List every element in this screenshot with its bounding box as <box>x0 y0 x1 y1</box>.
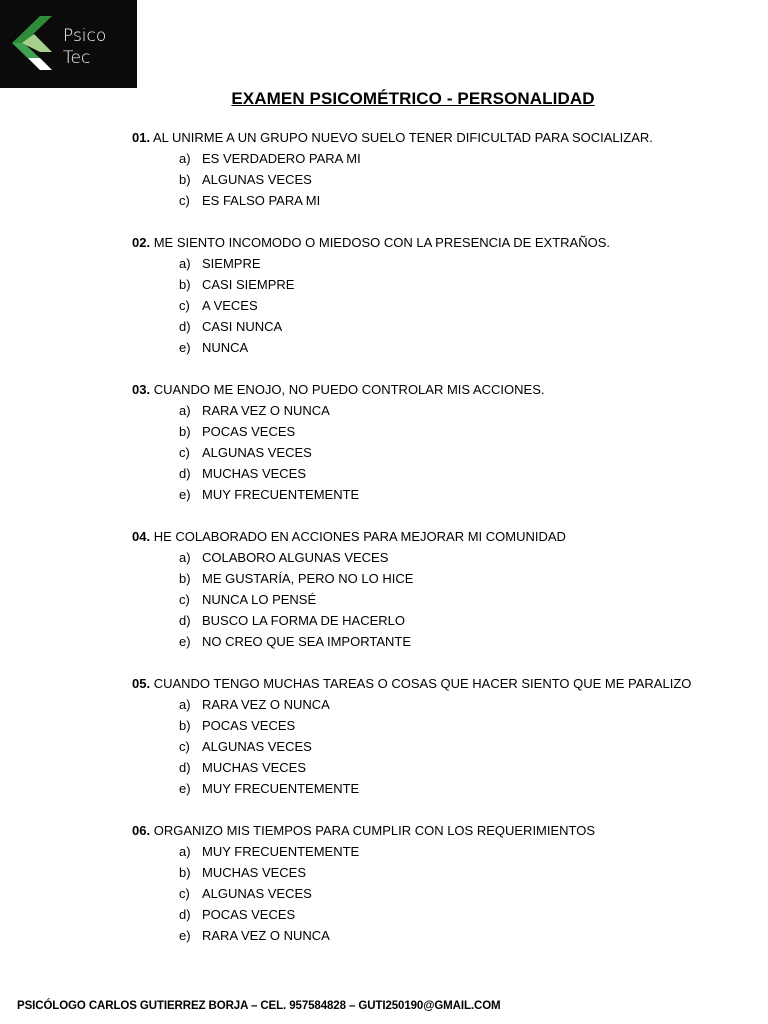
option-text: ALGUNAS VECES <box>202 172 312 187</box>
question-text: CUANDO ME ENOJO, NO PUEDO CONTROLAR MIS ACCIONES. <box>153 382 545 397</box>
question-list <box>132 127 752 967</box>
question-number: 01. <box>132 130 151 145</box>
option-text: POCAS VECES <box>202 424 296 439</box>
option-letter: a) <box>179 697 191 712</box>
logo-mark-icon <box>12 16 58 70</box>
question-number: 04. <box>132 529 151 544</box>
option-text: RARA VEZ O NUNCA <box>202 697 330 712</box>
answer-option <box>132 904 752 925</box>
question-text: HE COLABORADO EN ACCIONES PARA MEJORAR MI COMUNIDAD <box>153 529 566 544</box>
question-text-line <box>132 232 752 253</box>
option-text: CASI NUNCA <box>202 319 283 334</box>
question-item <box>132 232 752 358</box>
answer-option <box>132 316 752 337</box>
answer-option <box>132 295 752 316</box>
answer-option <box>132 778 752 799</box>
question-item <box>132 526 752 652</box>
option-text: MUCHAS VECES <box>202 466 307 481</box>
question-item <box>132 820 752 946</box>
option-text: COLABORO ALGUNAS VECES <box>202 550 389 565</box>
option-text: ES FALSO PARA MI <box>202 193 321 208</box>
answer-option <box>132 694 752 715</box>
option-text: A VECES <box>202 298 258 313</box>
option-letter: c) <box>179 592 190 607</box>
option-letter: a) <box>179 550 191 565</box>
option-letter: e) <box>179 928 191 943</box>
option-text: ALGUNAS VECES <box>202 886 312 901</box>
page-title: EXAMEN PSICOMÉTRICO - PERSONALIDAD <box>231 89 595 108</box>
option-text: BUSCO LA FORMA DE HACERLO <box>202 613 405 628</box>
option-letter: a) <box>179 403 191 418</box>
option-text: MUY FRECUENTEMENTE <box>202 844 360 859</box>
question-text-line <box>132 379 752 400</box>
answer-option <box>132 883 752 904</box>
question-number: 06. <box>132 823 151 838</box>
option-letter: b) <box>179 277 191 292</box>
logo-text <box>63 25 106 69</box>
option-text: ALGUNAS VECES <box>202 739 312 754</box>
question-text-line <box>132 127 752 148</box>
logo-line1: Psico <box>63 26 107 46</box>
option-letter: c) <box>179 886 190 901</box>
answer-option <box>132 400 752 421</box>
option-text: NUNCA <box>202 340 249 355</box>
logo <box>0 0 137 88</box>
option-letter: e) <box>179 634 191 649</box>
answer-option <box>132 841 752 862</box>
answer-option <box>132 463 752 484</box>
answer-option <box>132 148 752 169</box>
option-text: ME GUSTARÍA, PERO NO LO HICE <box>202 571 414 586</box>
question-item <box>132 379 752 505</box>
option-letter: b) <box>179 718 191 733</box>
answer-option <box>132 421 752 442</box>
answer-option <box>132 589 752 610</box>
question-number: 02. <box>132 235 151 250</box>
option-letter: a) <box>179 151 191 166</box>
option-text: ALGUNAS VECES <box>202 445 312 460</box>
answer-option <box>132 253 752 274</box>
answer-option <box>132 337 752 358</box>
answer-option <box>132 442 752 463</box>
answer-option <box>132 274 752 295</box>
option-letter: e) <box>179 781 191 796</box>
option-text: SIEMPRE <box>202 256 261 271</box>
option-letter: b) <box>179 571 191 586</box>
option-text: RARA VEZ O NUNCA <box>202 928 330 943</box>
option-text: POCAS VECES <box>202 907 296 922</box>
option-letter: b) <box>179 424 191 439</box>
answer-option <box>132 631 752 652</box>
question-text: ME SIENTO INCOMODO O MIEDOSO CON LA PRESENCIA DE EXTRAÑOS. <box>153 235 610 250</box>
answer-option <box>132 757 752 778</box>
question-number: 03. <box>132 382 151 397</box>
footer-contact: PSICÓLOGO CARLOS GUTIERREZ BORJA – CEL. 957584828 – GUTI250190@GMAIL.COM <box>17 1000 501 1012</box>
option-letter: d) <box>179 613 191 628</box>
option-letter: c) <box>179 445 190 460</box>
question-text-line <box>132 820 752 841</box>
option-letter: c) <box>179 739 190 754</box>
answer-option <box>132 484 752 505</box>
answer-option <box>132 547 752 568</box>
option-letter: c) <box>179 298 190 313</box>
logo-line2: Tec <box>63 48 91 68</box>
option-text: NUNCA LO PENSÉ <box>202 592 317 607</box>
option-letter: a) <box>179 844 191 859</box>
answer-option <box>132 715 752 736</box>
option-letter: a) <box>179 256 191 271</box>
option-text: CASI SIEMPRE <box>202 277 295 292</box>
answer-option <box>132 169 752 190</box>
option-letter: e) <box>179 340 191 355</box>
question-text: CUANDO TENGO MUCHAS TAREAS O COSAS QUE HACER SIENTO QUE ME PARALIZO <box>153 676 692 691</box>
answer-option <box>132 190 752 211</box>
option-letter: d) <box>179 319 191 334</box>
answer-option <box>132 568 752 589</box>
option-text: POCAS VECES <box>202 718 296 733</box>
question-text-line <box>132 673 752 694</box>
answer-option <box>132 925 752 946</box>
option-letter: b) <box>179 865 191 880</box>
answer-option <box>132 610 752 631</box>
option-text: ES VERDADERO PARA MI <box>202 151 361 166</box>
option-text: MUY FRECUENTEMENTE <box>202 781 360 796</box>
answer-option <box>132 862 752 883</box>
option-text: MUCHAS VECES <box>202 760 307 775</box>
option-letter: d) <box>179 466 191 481</box>
option-letter: d) <box>179 907 191 922</box>
option-letter: e) <box>179 487 191 502</box>
question-text-line <box>132 526 752 547</box>
answer-option <box>132 736 752 757</box>
option-letter: c) <box>179 193 190 208</box>
option-text: MUY FRECUENTEMENTE <box>202 487 360 502</box>
question-text: AL UNIRME A UN GRUPO NUEVO SUELO TENER DIFICULTAD PARA SOCIALIZAR. <box>152 130 653 145</box>
question-number: 05. <box>132 676 151 691</box>
question-text: ORGANIZO MIS TIEMPOS PARA CUMPLIR CON LOS REQUERIMIENTOS <box>153 823 596 838</box>
question-item <box>132 127 752 211</box>
question-item <box>132 673 752 799</box>
option-text: MUCHAS VECES <box>202 865 307 880</box>
option-text: NO CREO QUE SEA IMPORTANTE <box>202 634 411 649</box>
option-text: RARA VEZ O NUNCA <box>202 403 330 418</box>
option-letter: d) <box>179 760 191 775</box>
option-letter: b) <box>179 172 191 187</box>
